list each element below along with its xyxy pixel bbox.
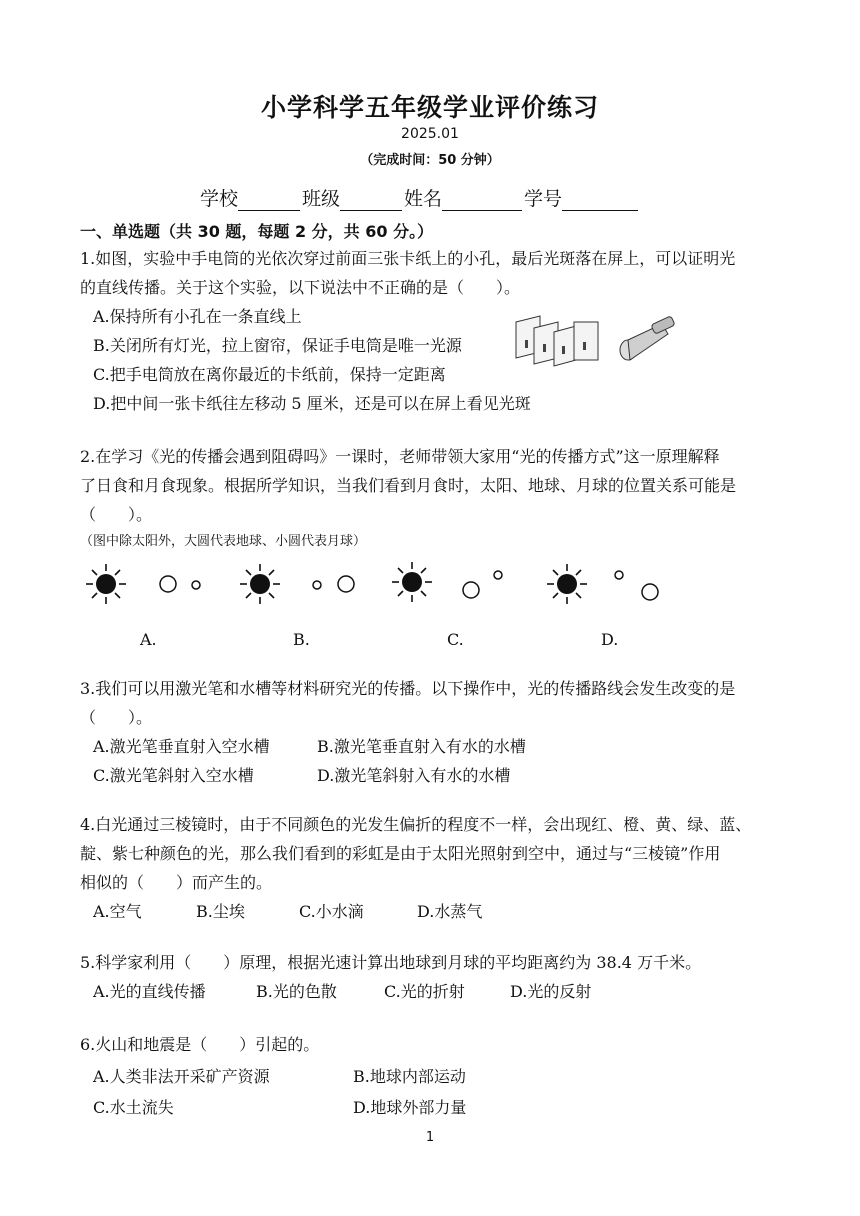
option-b[interactable]: B.激光笔垂直射入有水的水槽	[317, 737, 526, 756]
pinhole-experiment-figure	[512, 312, 682, 370]
option-b[interactable]: B.尘埃	[196, 902, 245, 921]
option-d-figure	[547, 564, 658, 604]
option-b-figure	[240, 564, 354, 604]
option-c[interactable]: C.水土流失	[93, 1098, 174, 1117]
option-a[interactable]: A.光的直线传播	[93, 982, 206, 1001]
question-stem: 3.我们可以用激光笔和水槽等材料研究光的传播。以下操作中，光的传播路线会发生改变的是	[80, 679, 736, 698]
option-d[interactable]: D.激光笔斜射入有水的水槽	[317, 766, 511, 785]
question-1	[80, 244, 785, 302]
option-d[interactable]: D.把中间一张卡纸往左移动 5 厘米，还是可以在屏上看见光斑	[93, 394, 531, 413]
question-5	[80, 948, 785, 977]
question-stem: 6.火山和地震是（ ）引起的。	[80, 1035, 320, 1054]
question-3	[80, 674, 785, 732]
school-field[interactable]	[238, 190, 300, 211]
sun-icon	[547, 564, 587, 604]
name-label: 姓名	[404, 188, 443, 210]
moon-circle	[615, 571, 623, 579]
student-id-field[interactable]	[562, 190, 638, 211]
question-stem: 靛、紫七种颜色的光，那么我们看到的彩虹是由于太阳光照射到空中，通过与“三棱镜”作用	[80, 844, 721, 863]
eclipse-options-figure	[80, 562, 680, 612]
option-d[interactable]: D.地球外部力量	[353, 1098, 467, 1117]
option-c[interactable]: C.把手电筒放在离你最近的卡纸前，保持一定距离	[93, 365, 446, 384]
option-c[interactable]: C.激光笔斜射入空水槽	[93, 766, 254, 785]
question-stem: 5.科学家利用（ ）原理，根据光速计算出地球到月球的平均距离约为 38.4 万千米。	[80, 953, 702, 972]
class-label: 班级	[302, 188, 341, 210]
option-c[interactable]: C.	[447, 630, 464, 649]
question-6	[80, 1030, 785, 1059]
moon-circle	[494, 571, 502, 579]
option-a[interactable]: A.人类非法开采矿产资源	[93, 1067, 270, 1086]
option-b[interactable]: B.光的色散	[256, 982, 337, 1001]
flashlight-icon	[620, 316, 675, 360]
option-c[interactable]: C.光的折射	[384, 982, 465, 1001]
option-c-figure	[392, 562, 502, 602]
class-field[interactable]	[340, 190, 402, 211]
option-c[interactable]: C.小水滴	[299, 902, 364, 921]
earth-circle	[642, 584, 658, 600]
question-stem: （ ）。	[80, 505, 153, 524]
earth-circle	[338, 576, 354, 592]
option-d[interactable]: D.水蒸气	[417, 902, 483, 921]
question-stem: 相似的（ ）而产生的。	[80, 873, 273, 892]
option-a[interactable]: A.激光笔垂直射入空水槽	[93, 737, 270, 756]
sun-icon	[240, 564, 280, 604]
screen	[574, 322, 598, 360]
option-a-figure	[86, 564, 200, 604]
option-b[interactable]: B.关闭所有灯光，拉上窗帘，保证手电筒是唯一光源	[93, 336, 462, 355]
option-d[interactable]: D.	[601, 630, 619, 649]
page-title: 小学科学五年级学业评价练习	[260, 93, 599, 122]
question-stem: 了日食和月食现象。根据所学知识，当我们看到月食时，太阳、地球、月球的位置关系可能是	[80, 476, 737, 495]
question-2	[80, 442, 785, 529]
section-heading: 一、单选题（共 30 题，每题 2 分，共 60 分。）	[80, 222, 434, 241]
question-stem: 2.在学习《光的传播会遇到阻碍吗》一课时，老师带领大家用“光的传播方式”这一原理解释	[80, 447, 720, 466]
question-stem: 1.如图，实验中手电筒的光依次穿过前面三张卡纸上的小孔，最后光斑落在屏上，可以证明光	[80, 249, 736, 268]
moon-circle	[313, 581, 321, 589]
option-d[interactable]: D.光的反射	[510, 982, 592, 1001]
school-label: 学校	[200, 188, 239, 210]
student-id-label: 学号	[524, 188, 563, 210]
question-4	[80, 810, 785, 897]
question-stem: （ ）。	[80, 708, 153, 727]
earth-circle	[463, 582, 479, 598]
option-b[interactable]: B.	[293, 630, 310, 649]
question-stem: 的直线传播。关于这个实验，以下说法中不正确的是（ ）。	[80, 278, 521, 297]
student-info-row	[200, 184, 640, 211]
moon-circle	[192, 581, 200, 589]
sun-icon	[392, 562, 432, 602]
earth-circle	[160, 576, 176, 592]
figure-note: （图中除太阳外，大圆代表地球、小圆代表月球）	[80, 534, 367, 549]
option-a[interactable]: A.空气	[93, 902, 142, 921]
page-number: 1	[425, 1130, 435, 1145]
option-a[interactable]: A.保持所有小孔在一条直线上	[93, 307, 302, 326]
option-a[interactable]: A.	[140, 630, 157, 649]
exam-date: 2025.01	[401, 126, 459, 142]
option-b[interactable]: B.地球内部运动	[353, 1067, 466, 1086]
time-limit: （完成时间：50 分钟）	[360, 153, 500, 168]
question-stem: 4.白光通过三棱镜时，由于不同颜色的光发生偏折的程度不一样，会出现红、橙、黄、绿、蓝、	[80, 815, 752, 834]
name-field[interactable]	[442, 190, 522, 211]
sun-icon	[86, 564, 126, 604]
